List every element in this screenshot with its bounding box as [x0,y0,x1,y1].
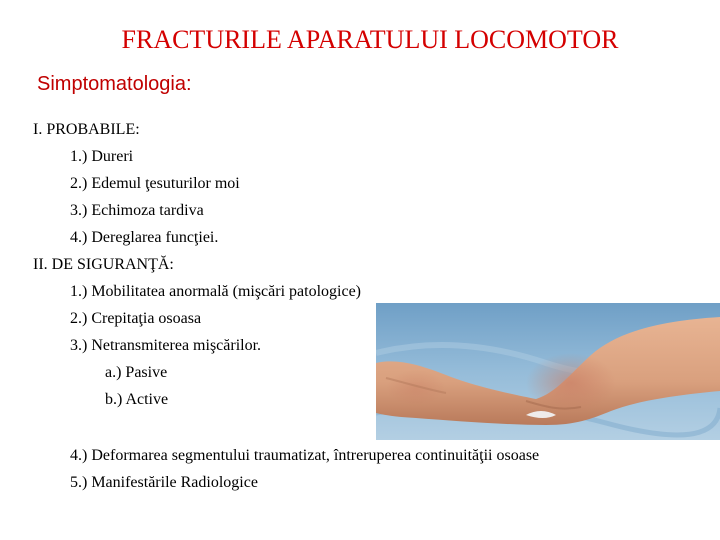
wrist-fracture-illustration [376,303,720,440]
list-item: 4.) Dereglarea funcţiei. [70,229,219,246]
section-heading-certain: II. DE SIGURANŢĂ: [33,256,174,273]
list-item: 2.) Crepitaţia osoasa [70,310,202,327]
list-item: 1.) Dureri [70,148,134,165]
list-item: 3.) Echimoza tardiva [70,202,204,219]
sub-list-item: b.) Active [105,391,169,408]
list-item: 5.) Manifestările Radiologice [70,474,258,491]
slide-subtitle: Simptomatologia: [37,73,192,95]
list-item: 1.) Mobilitatea anormală (mişcări patologice) [70,283,361,300]
list-item: 3.) Netransmiterea mişcărilor. [70,337,262,354]
list-item: 4.) Deformarea segmentului traumatizat, întreruperea continuităţii osoase [70,447,540,464]
list-item: 2.) Edemul ţesuturilor moi [70,175,240,192]
section-heading-probable: I. PROBABILE: [33,121,140,138]
sub-list-item: a.) Pasive [105,364,168,381]
wrist-fracture-photo [376,303,720,440]
slide-title: FRACTURILE APARATULUI LOCOMOTOR [121,25,619,54]
